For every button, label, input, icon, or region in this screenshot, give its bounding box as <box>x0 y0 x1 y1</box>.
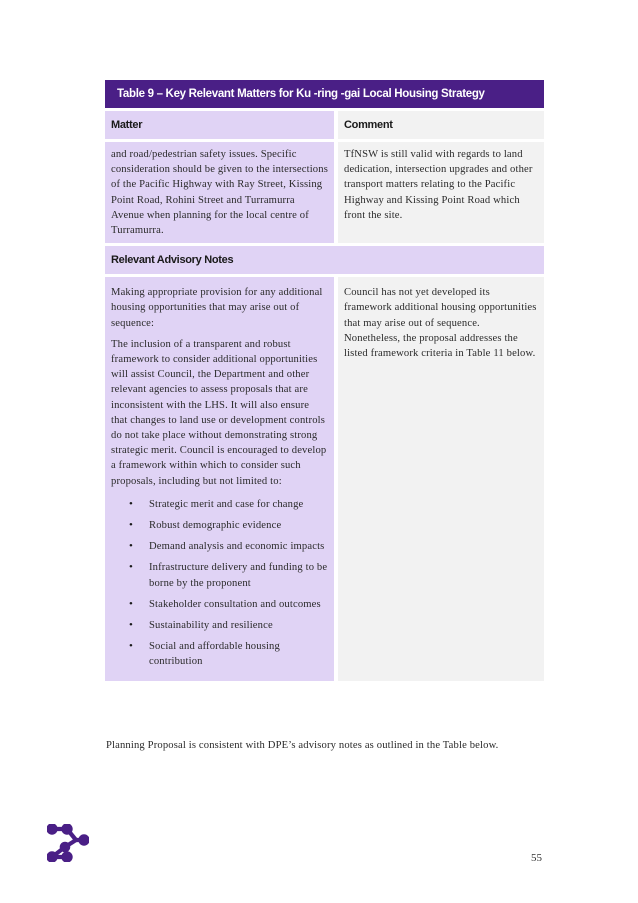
section-row <box>105 246 544 274</box>
advisory-paragraph: Making appropriate provision for any additional housing opportunities that may arise out of sequence: <box>111 287 323 329</box>
matter-cell: and road/pedestrian safety issues. Specific consideration should be given to the intersections of the Pacific Highway with Ray Street, Kissing Point Road, Rohini Street and Turramurra Avenue when planning for the local centre of Turramurra. <box>105 142 334 243</box>
caption-text: Planning Proposal is consistent with DPE’s advisory notes as outlined in the Table below. <box>106 740 499 751</box>
list-item: • Strategic merit and case for change <box>111 497 328 512</box>
table-title: Table 9 – Key Relevant Matters for Ku -ring -gai Local Housing Strategy <box>105 80 544 108</box>
advisory-paragraph: The inclusion of a transparent and robust framework to consider additional opportunities will assist Council, the Department and other relevant agencies to assess proposals that are inconsistent with the LHS. It will also ensure that changes to land use or development controls do not take place without demonstrating strong strategic merit. Council is encouraged to develop a framework within which to consider such proposals, including but not limited to: <box>111 338 327 487</box>
advisory-comment-cell: Council has not yet developed its framework additional housing opportunities that may arise out of sequence. Nonetheless, the proposal addresses the listed framework criteria in Table 11 below. <box>338 277 544 680</box>
list-item: • Stakeholder consultation and outcomes <box>111 597 328 612</box>
relevant-advisory-notes-heading: Relevant Advisory Notes <box>105 246 544 274</box>
key-relevant-matters-table <box>105 80 544 681</box>
list-item: • Sustainability and resilience <box>111 618 328 633</box>
list-item: • Robust demographic evidence <box>111 518 328 533</box>
list-item: • Demand analysis and economic impacts <box>111 539 328 554</box>
table-row <box>105 142 544 243</box>
list-item: • Infrastructure delivery and funding to be borne by the proponent <box>111 560 328 590</box>
page-number: 55 <box>531 852 542 864</box>
connected-dots-logo-icon <box>47 824 89 862</box>
matter-column-header: Matter <box>105 111 334 139</box>
advisory-matter-cell <box>105 277 334 680</box>
table-row <box>105 277 544 680</box>
list-item: • Social and affordable housing contribution <box>111 639 328 669</box>
table-header-row <box>105 111 544 139</box>
comment-column-header: Comment <box>338 111 544 139</box>
framework-criteria-list <box>111 497 328 670</box>
comment-cell: TfNSW is still valid with regards to land dedication, intersection upgrades and other transport matters relating to the Pacific Highway and Kissing Point Road which front the site. <box>338 142 544 243</box>
